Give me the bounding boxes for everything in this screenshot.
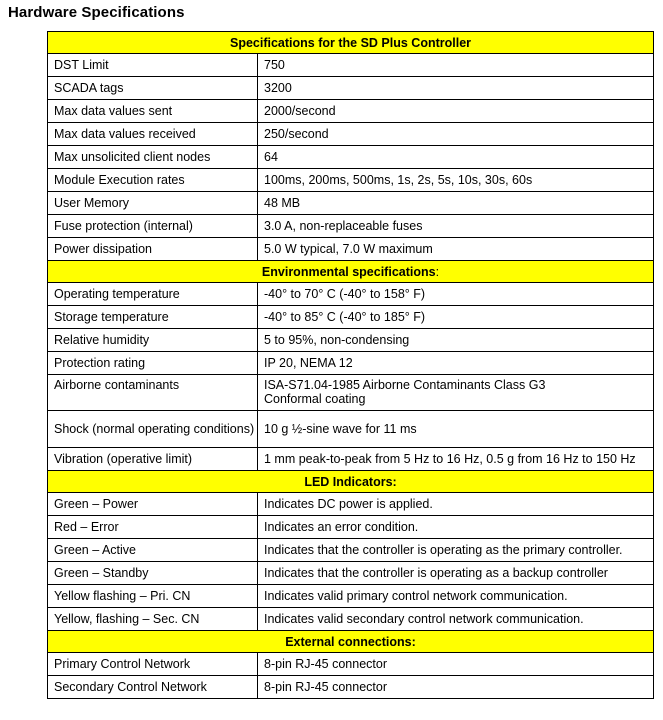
spec-label: Yellow, flashing – Sec. CN	[48, 608, 258, 631]
spec-value: 5.0 W typical, 7.0 W maximum	[258, 238, 654, 261]
table-row	[48, 238, 654, 261]
table-row	[48, 608, 654, 631]
spec-label: Storage temperature	[48, 306, 258, 329]
spec-value: 48 MB	[258, 192, 654, 215]
table-row	[48, 123, 654, 146]
spec-value: -40° to 70° C (-40° to 158° F)	[258, 283, 654, 306]
table-row	[48, 411, 654, 448]
spec-value: Indicates valid secondary control network communication.	[258, 608, 654, 631]
spec-label: User Memory	[48, 192, 258, 215]
spec-value: 250/second	[258, 123, 654, 146]
table-row	[48, 653, 654, 676]
spec-label: Max unsolicited client nodes	[48, 146, 258, 169]
spec-label: Vibration (operative limit)	[48, 448, 258, 471]
spec-value: Indicates DC power is applied.	[258, 493, 654, 516]
spec-value: Indicates an error condition.	[258, 516, 654, 539]
spec-label: Green – Active	[48, 539, 258, 562]
section-title-environmental	[48, 261, 654, 283]
section-header	[48, 261, 654, 283]
section-header	[48, 631, 654, 653]
spec-label: Yellow flashing – Pri. CN	[48, 585, 258, 608]
spec-label: Green – Power	[48, 493, 258, 516]
table-row	[48, 585, 654, 608]
table-row	[48, 215, 654, 238]
section-header	[48, 471, 654, 493]
spec-value: 10 g ½-sine wave for 11 ms	[258, 411, 654, 448]
table-row	[48, 493, 654, 516]
spec-label: DST Limit	[48, 54, 258, 77]
spec-label: Max data values sent	[48, 100, 258, 123]
spec-label: Airborne contaminants	[48, 375, 258, 411]
table-row	[48, 54, 654, 77]
spec-value-line: Conformal coating	[264, 392, 366, 406]
table-row	[48, 676, 654, 699]
spec-value: 100ms, 200ms, 500ms, 1s, 2s, 5s, 10s, 30s, 60s	[258, 169, 654, 192]
hardware-spec-table	[47, 31, 654, 699]
section-title-suffix: :	[435, 264, 440, 279]
spec-value: 750	[258, 54, 654, 77]
table-row	[48, 169, 654, 192]
section-title-text: Environmental specifications	[261, 264, 436, 279]
spec-label: Primary Control Network	[48, 653, 258, 676]
spec-value: 3.0 A, non-replaceable fuses	[258, 215, 654, 238]
spec-value: 8-pin RJ-45 connector	[258, 676, 654, 699]
table-row	[48, 283, 654, 306]
table-row	[48, 100, 654, 123]
table-row	[48, 146, 654, 169]
spec-label: SCADA tags	[48, 77, 258, 100]
spec-value: Indicates that the controller is operating as the primary controller.	[258, 539, 654, 562]
spec-value: Indicates that the controller is operating as a backup controller	[258, 562, 654, 585]
section-title-external: External connections:	[48, 631, 654, 653]
spec-value: 1 mm peak-to-peak from 5 Hz to 16 Hz, 0.5 g from 16 Hz to 150 Hz	[258, 448, 654, 471]
spec-label: Relative humidity	[48, 329, 258, 352]
spec-value: Indicates valid primary control network communication.	[258, 585, 654, 608]
spec-value	[258, 375, 654, 411]
spec-label: Secondary Control Network	[48, 676, 258, 699]
spec-label: Protection rating	[48, 352, 258, 375]
table-row	[48, 516, 654, 539]
table-row	[48, 306, 654, 329]
spec-label: Fuse protection (internal)	[48, 215, 258, 238]
spec-value: 5 to 95%, non-condensing	[258, 329, 654, 352]
spec-label: Power dissipation	[48, 238, 258, 261]
spec-label: Module Execution rates	[48, 169, 258, 192]
spec-value: 8-pin RJ-45 connector	[258, 653, 654, 676]
spec-label: Green – Standby	[48, 562, 258, 585]
spec-value: IP 20, NEMA 12	[258, 352, 654, 375]
page-title: Hardware Specifications	[8, 4, 185, 21]
spec-label: Red – Error	[48, 516, 258, 539]
table-row	[48, 539, 654, 562]
spec-label: Operating temperature	[48, 283, 258, 306]
table-row	[48, 352, 654, 375]
section-title-controller: Specifications for the SD Plus Controller	[48, 32, 654, 54]
spec-value: -40° to 85° C (-40° to 185° F)	[258, 306, 654, 329]
spec-value: 3200	[258, 77, 654, 100]
table-row	[48, 77, 654, 100]
table-row	[48, 562, 654, 585]
table-row	[48, 448, 654, 471]
spec-value-line: ISA-S71.04-1985 Airborne Contaminants Class G3	[264, 378, 546, 392]
table-row	[48, 375, 654, 411]
spec-label: Max data values received	[48, 123, 258, 146]
table-row	[48, 192, 654, 215]
section-header	[48, 32, 654, 54]
table-row	[48, 329, 654, 352]
spec-label: Shock (normal operating conditions)	[48, 411, 258, 448]
spec-value: 64	[258, 146, 654, 169]
section-title-led: LED Indicators:	[48, 471, 654, 493]
spec-value: 2000/second	[258, 100, 654, 123]
